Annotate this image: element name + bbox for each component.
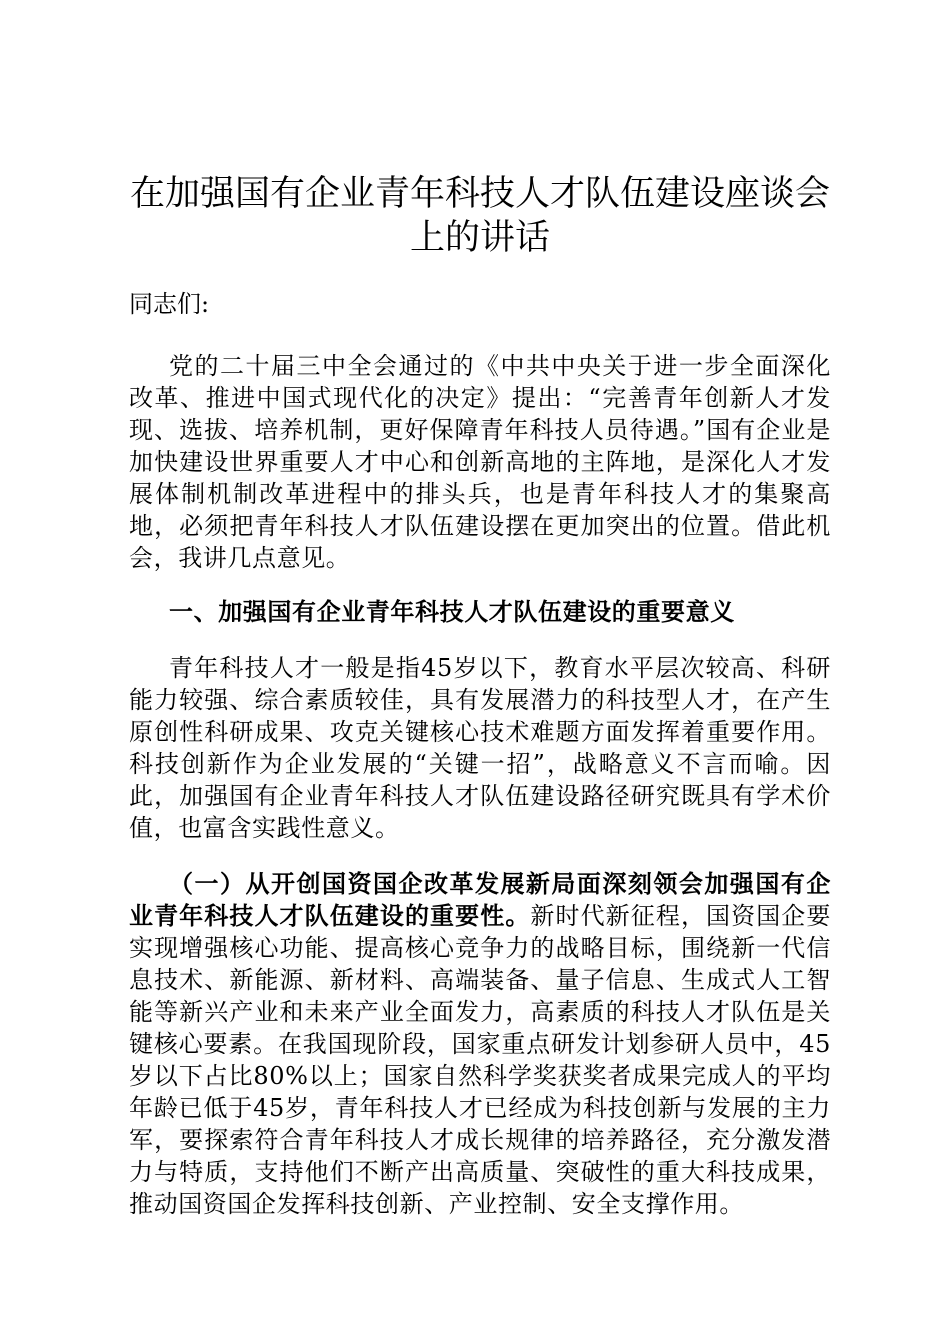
document-page [129,0,831,1220]
subsection-1-lead: （一）从开创国资国企改革发展新局面深刻领会加强国有企业青年科技人才队伍建设的重要性。 [129,869,831,930]
paragraph-subsection-1 [129,868,831,1220]
paragraph-definition: 青年科技人才一般是指45岁以下，教育水平层次较高、科研能力较强、综合素质较佳，具有发展潜力的科技型人才，在产生原创性科研成果、攻克关键核心技术难题方面发挥着重要作用。科技创新作为企业发展的“关键一招”，战略意义不言而喻。因此，加强国有企业青年科技人才队伍建设路径研究既具有学术价值，也富含实践性意义。 [129,654,831,842]
paragraph-intro: 党的二十届三中全会通过的《中共中央关于进一步全面深化改革、推进中国式现代化的决定》提出：“完善青年创新人才发现、选拔、培养机制，更好保障青年科技人员待遇。”国有企业是加快建设世界重要人才中心和创新高地的主阵地，是深化人才发展体制机制改革进程中的排头兵，也是青年科技人才的集聚高地，必须把青年科技人才队伍建设摆在更加突出的位置。借此机会，我讲几点意见。 [129,352,831,572]
salutation: 同志们: [129,290,210,318]
document-title: 在加强国有企业青年科技人才队伍建设座谈会上的讲话 [129,174,830,258]
section-heading-1: 一、加强国有企业青年科技人才队伍建设的重要意义 [169,597,735,626]
subsection-1-body: 新时代新征程，国资国企要实现增强核心功能、提高核心竞争力的战略目标，围绕新一代信息技术、新能源、新材料、高端装备、量子信息、生成式人工智能等新兴产业和未来产业全面发力，高素质的科技人才队伍是关键核心要素。在我国现阶段，国家重点研发计划参研人员中，45岁以下占比80%以上；国家自然科学奖获奖者成果完成人的平均年龄已低于45岁，青年科技人才已经成为科技创新与发展的主力军，要探索符合青年科技人才成长规律的培养路径，充分激发潜力与特质，支持他们不断产出高质量、突破性的重大科技成果，推动国资国企发挥科技创新、产业控制、安全支撑作用。 [129,902,831,1218]
